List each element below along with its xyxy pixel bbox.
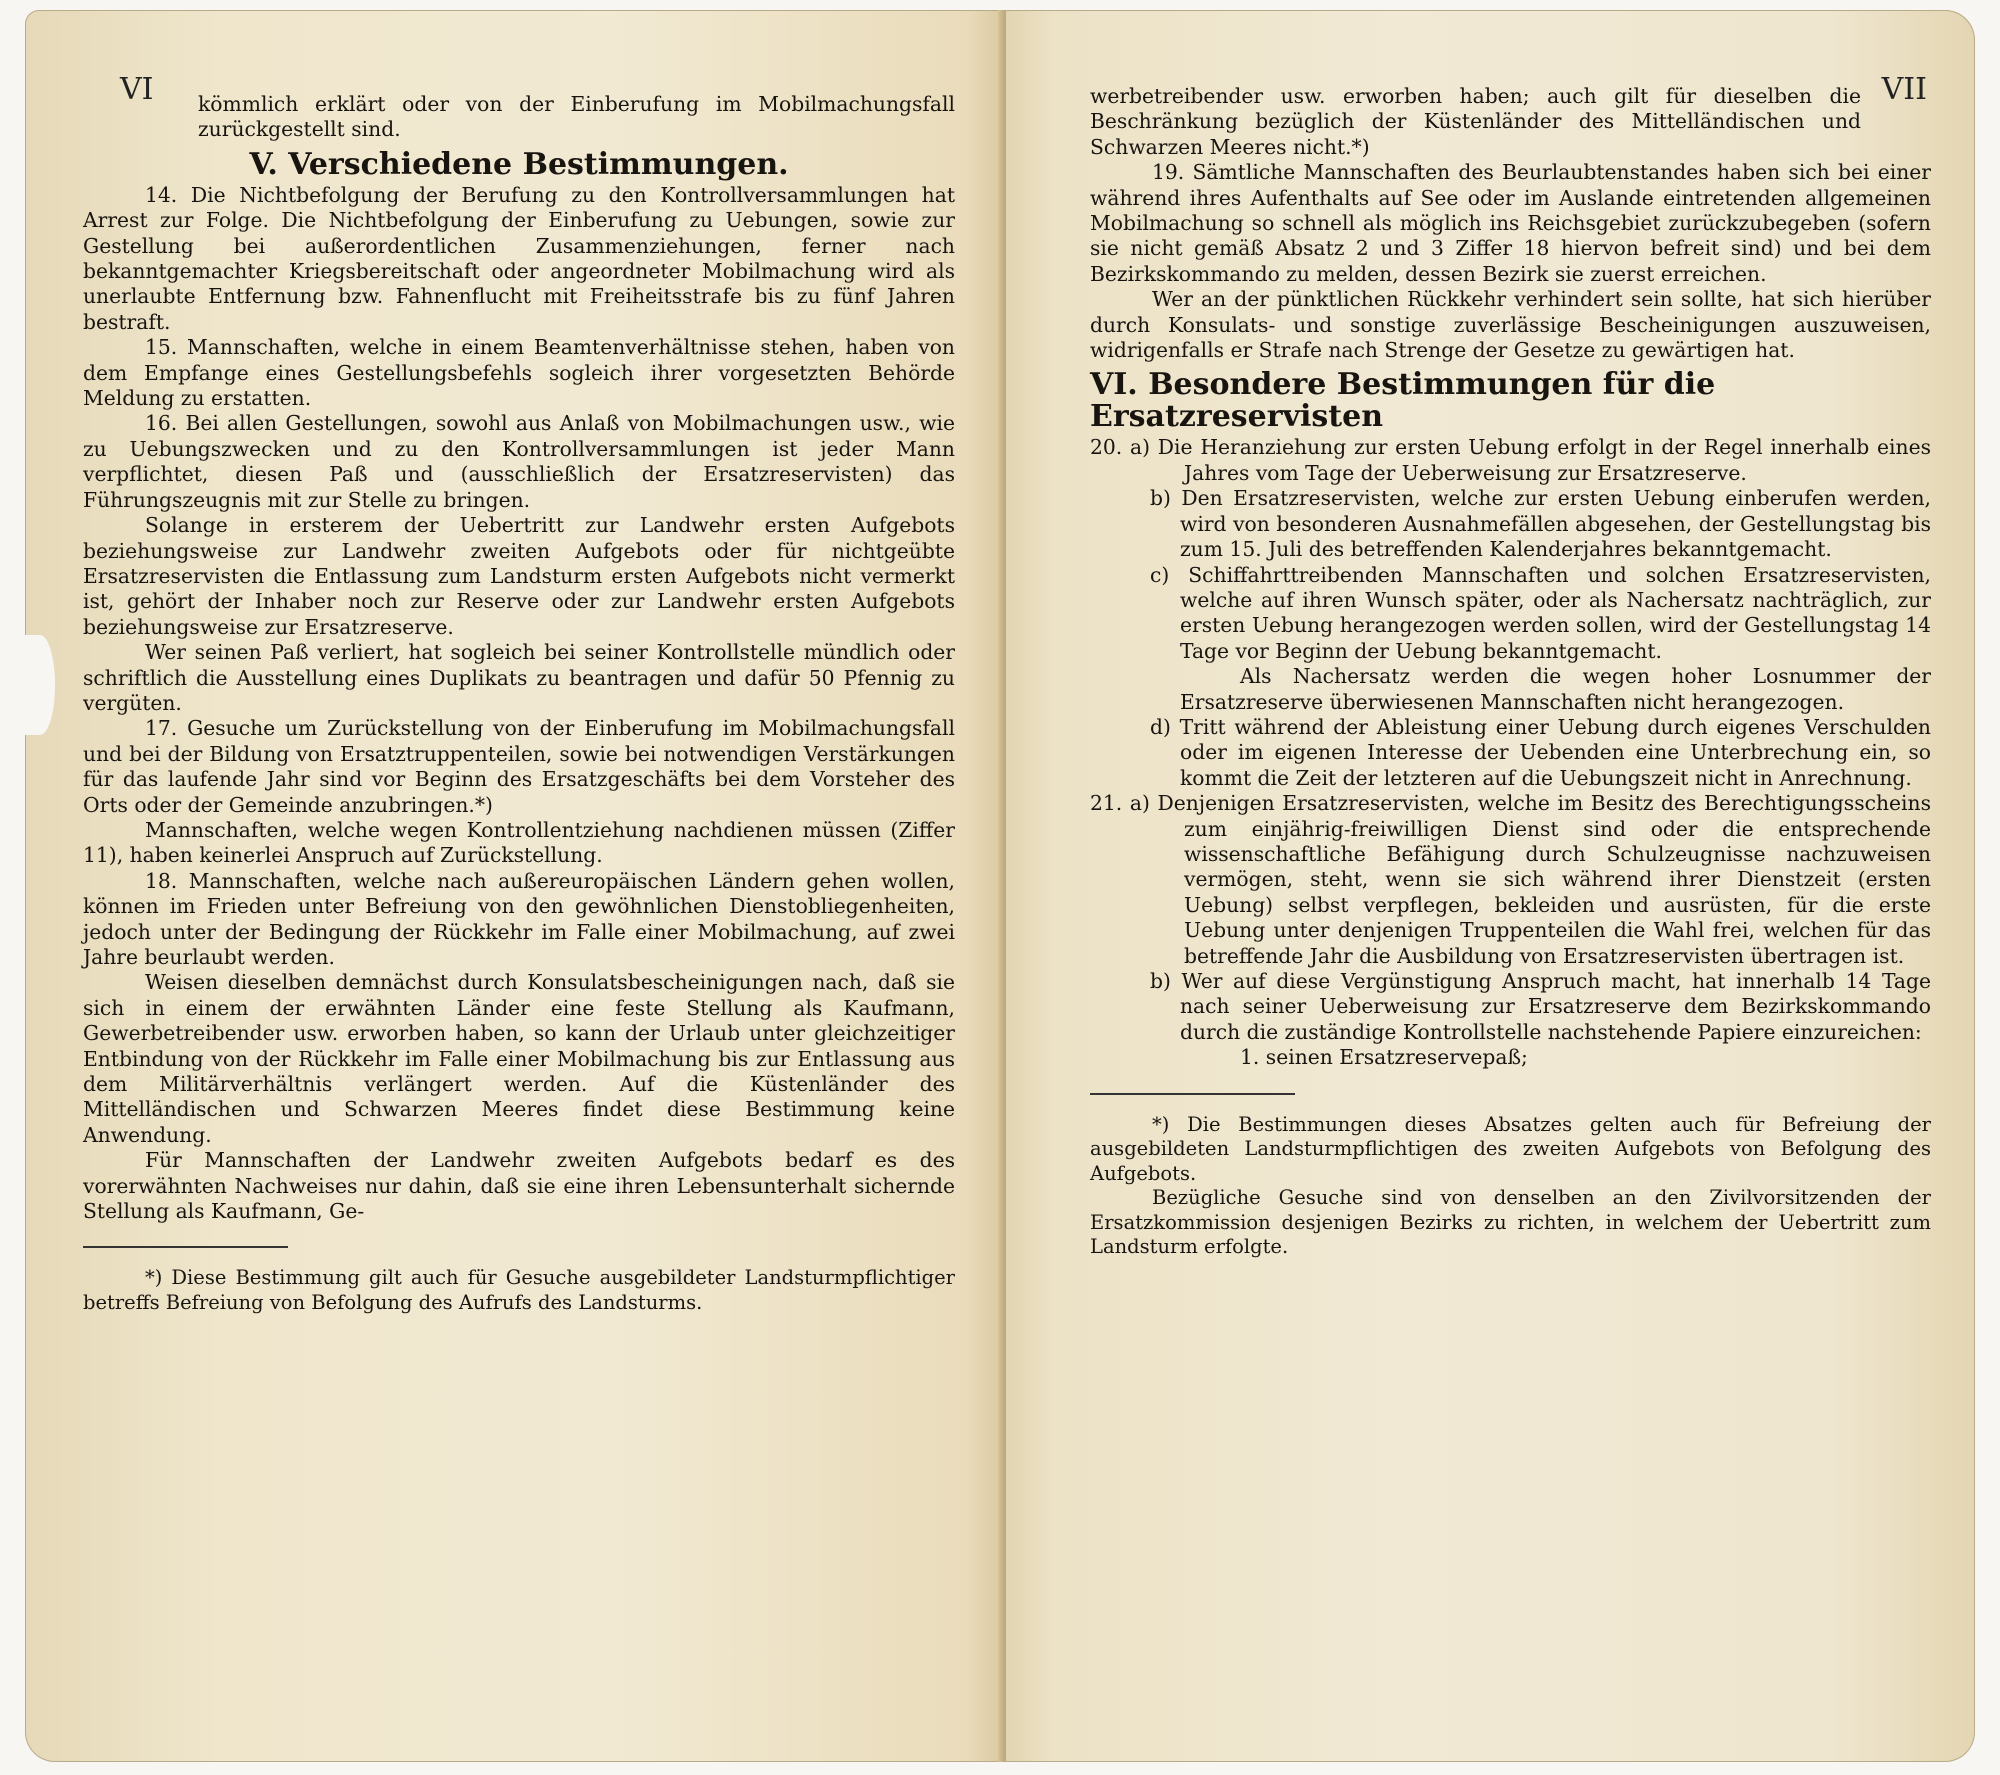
paragraph-16-solange: Solange in ersterem der Uebertritt zur Landwehr ersten Aufgebots beziehungsweise zur Landwehr zweiten Aufgebots oder für nichtgeübte Ersatzreservisten die Entlassung zum Landsturm ersten Aufgebots nicht vermerkt ist, gehört der Inhaber noch zur Reserve oder zur Landwehr ersten Aufgebots beziehungsweise zur Ersatzreserve. xyxy=(83,513,955,639)
footnote-rule xyxy=(1090,1093,1295,1095)
paragraph-20b: b) Den Ersatzreservisten, welche zur ersten Uebung einberufen werden, wird von besonderen Ausnahmefällen abgesehen, der Gestellungstag bis zum 15. Juli des betreffenden Kalenderjahres bekanntgemacht. xyxy=(1150,486,1931,562)
paragraph-21b-item-1: 1. seinen Ersatzreservepaß; xyxy=(1240,1045,1528,1070)
paragraph-18: 18. Mannschaften, welche nach außereuropäischen Ländern gehen wollen, können im Frieden unter Befreiung von den gewöhnlichen Dienstobliegenheiten, jedoch unter der Bedingung der Rückkehr im Falle einer Mobilmachung, auf zwei Jahre beurlaubt werden. xyxy=(83,868,955,969)
footnote-rule xyxy=(83,1246,288,1248)
continuation-text: kömmlich erklärt oder von der Einberufung im Mobilmachungsfall zurückgestellt sind. xyxy=(198,92,955,142)
paragraph-19-rueckkehr: Wer an der pünktlichen Rückkehr verhindert sein sollte, hat sich hierüber durch Konsulats- und sonstige zuverlässige Bescheinigungen auszuweisen, widrigenfalls er Strafe nach Strenge der Gesetze zu gewärtigen hat. xyxy=(1090,287,1931,363)
page-edge-notch xyxy=(25,635,55,735)
section-title-vi: VI. Besondere Bestimmungen für die Ersatzreservisten xyxy=(1090,367,1716,435)
right-page xyxy=(1005,10,1975,1762)
paragraph-17-mannschaften: Mannschaften, welche wegen Kontrollentziehung nachdienen müssen (Ziffer 11), haben keinerlei Anspruch auf Zurückstellung. xyxy=(83,817,955,868)
paragraph-14: 14. Die Nichtbefolgung der Berufung zu den Kontrollversammlungen hat Arrest zur Folge. Die Nichtbefolgung der Einberufung zu Uebungen, sowie zur Gestellung bei außerordentlichen Zusammenziehungen, ferner nach bekanntgemachter Kriegsbereitschaft oder angeordneter Mobilmachung wird als unerlaubte Entfernung bzw. Fahnenflucht mit Freiheitsstrafe bis zu fünf Jahren bestraft. xyxy=(83,182,955,334)
paragraph-20c-nachersatz: Als Nachersatz werden die wegen hoher Losnummer der Ersatzreserve überwiesenen Mannschaften nicht herangezogen. xyxy=(1180,664,1931,714)
continuation-text: werbetreibender usw. erworben haben; auch gilt für dieselben die Beschränkung bezüglich der Küstenländer des Mittelländischen und Schwarzen Meeres nicht.*) xyxy=(1090,84,1861,159)
page-number-right: VII xyxy=(1881,72,1927,107)
paragraph-20d: d) Tritt während der Ableistung einer Uebung durch eigenes Verschulden oder im eigenen Interesse der Uebenden eine Unterbrechung ein, so kommt die Zeit der letzteren auf die Uebungszeit nicht in Anrechnung. xyxy=(1150,714,1931,790)
paragraph-17: 17. Gesuche um Zurückstellung von der Einberufung im Mobilmachungsfall und bei der Bildung von Ersatztruppenteilen, sowie bei notwendigen Verstärkungen für das laufende Jahr sind vor Beginn des Ersatzgeschäfts bei dem Vorsteher des Orts oder der Gemeinde anzubringen.*) xyxy=(83,716,955,817)
footnote-right: *) Die Bestimmungen dieses Absatzes gelten auch für Befreiung der ausgebildeten Landsturmpflichtigen des zweiten Aufgebots von Befolgung des Aufgebots. xyxy=(1090,1112,1931,1185)
paragraph-20c: c) Schiffahrttreibenden Mannschaften und solchen Ersatzreservisten, welche auf ihren Wunsch später, oder als Nachersatz nachträglich, zur ersten Uebung herangezogen werden sollen, wird der Gestellungstag 14 Tage vor Beginn der Uebung bekanntgemacht. xyxy=(1150,562,1931,663)
left-page-text xyxy=(83,92,955,1315)
paragraph-16-pass-verlust: Wer seinen Paß verliert, hat sogleich bei seiner Kontrollstelle mündlich oder schriftlich die Ausstellung eines Duplikats zu beantragen und dafür 50 Pfennig zu vergüten. xyxy=(83,640,955,715)
paragraph-21b: b) Wer auf diese Vergünstigung Anspruch macht, hat innerhalb 14 Tage nach seiner Ueberweisung zur Ersatzreserve dem Bezirkskommando durch die zuständige Kontrollstelle nachstehende Papiere einzureichen: xyxy=(1150,969,1931,1044)
paragraph-18-weisen: Weisen dieselben demnächst durch Konsulatsbescheinigungen nach, daß sie sich in einem der erwähnten Länder eine feste Stellung als Kaufmann, Gewerbetreibender usw. erworben haben, so kann der Urlaub unter gleichzeitiger Entbindung von der Rückkehr im Falle einer Mobilmachung bis zur Entlassung aus dem Militärverhältnis verlängert werden. Auf die Küstenländer des Mittelländischen und Schwarzen Meeres findet diese Bestimmung keine Anwendung. xyxy=(83,970,955,1147)
paragraph-16: 16. Bei allen Gestellungen, sowohl aus Anlaß von Mobilmachungen usw., wie zu Uebungszwecken und zu den Kontrollversammlungen ist jeder Mann verpflichtet, diesen Paß und (ausschließlich der Ersatzreservisten) das Führungszeugnis mit zur Stelle zu bringen. xyxy=(83,411,955,512)
paragraph-21a: 21. a) Denjenigen Ersatzreservisten, welche im Besitz des Berechtigungsscheins zum einjährig-freiwilligen Dienst sind oder die entsprechende wissenschaftliche Befähigung durch Schulzeugnisse nachzuweisen vermögen, steht, wenn sie sich während ihrer Dienstzeit (ersten Uebung) selbst verpflegen, bekleiden und ausrüsten, für die erste Uebung unter denjenigen Truppenteilen die Wahl frei, welchen für das betreffende Jahr die Ausbildung von Ersatzreservisten übertragen ist. xyxy=(1090,791,1931,968)
footnote-right-2: Bezügliche Gesuche sind von denselben an den Zivilvorsitzenden der Ersatzkommission desjenigen Bezirks zu richten, in welchem der Uebertritt zum Landsturm erfolgte. xyxy=(1090,1186,1931,1259)
page-number-left: VI xyxy=(120,72,154,107)
section-title-v: V. Verschiedene Bestimmungen. xyxy=(249,146,789,182)
paragraph-15: 15. Mannschaften, welche in einem Beamtenverhältnisse stehen, haben von dem Empfange eines Gestellungsbefehls sogleich ihrer vorgesetzten Behörde Meldung zu erstatten. xyxy=(83,335,955,411)
paragraph-18-landwehr: Für Mannschaften der Landwehr zweiten Aufgebots bedarf es des vorerwähnten Nachweises nur dahin, daß sie eine ihren Lebensunterhalt sichernde Stellung als Kaufmann, Ge- xyxy=(83,1148,955,1224)
paragraph-19: 19. Sämtliche Mannschaften des Beurlaubtenstandes haben sich bei einer während ihres Aufenthalts auf See oder im Auslande eintretenden allgemeinen Mobilmachung so schnell als möglich ins Reichsgebiet zurückzubegeben (sofern sie nicht gemäß Absatz 2 und 3 Ziffer 18 hiervon befreit sind) und bei dem Bezirkskommando zu melden, dessen Bezirk sie zuerst erreichen. xyxy=(1090,160,1931,286)
paragraph-20a: 20. a) Die Heranziehung zur ersten Uebung erfolgt in der Regel innerhalb eines Jahres vom Tage der Ueberweisung zur Ersatzreserve. xyxy=(1090,435,1931,485)
left-page xyxy=(25,10,1005,1762)
footnote-left: *) Diese Bestimmung gilt auch für Gesuche ausgebildeter Landsturmpflichtiger betreffs Befreiung von Befolgung des Aufrufs des Landsturms. xyxy=(83,1266,955,1314)
right-page-text xyxy=(1090,84,1931,1260)
